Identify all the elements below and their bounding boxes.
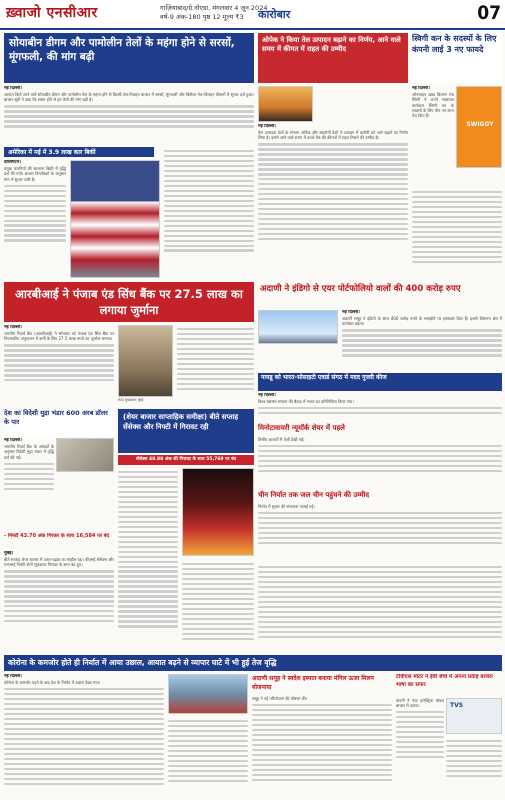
york-headline: मिनोटावायरी न्यूयॉर्क शेयर में पहले — [258, 424, 345, 432]
oil-rig-photo — [258, 86, 313, 122]
section-title: कारोबार — [258, 8, 291, 21]
stock-chart-photo — [182, 468, 254, 556]
china-headline: चीन निर्यात तक जल चीन पहुंचने की उम्मीद — [258, 491, 370, 499]
nifty-side-head: - निफ्टी 43.70 अंक गिरकर के साथ 16,584 पर बंद — [4, 533, 110, 539]
sensex-sub-strip: सेंसेक्स 48.88 अंक की गिरावट के साथ 55,769 पर बंद — [118, 455, 254, 465]
adani2-headline: अदाणी समूह ने स्वदेश इस्पात बनाया मंगिल ऊजा मिलन योजनाया — [252, 675, 374, 691]
newspaper-logo: ख़्वाजो एनसीआर — [6, 5, 98, 21]
tvs-body: कंपनी ने नया इलेक्ट्रिक मॉडल बाजार में उतारा। — [396, 698, 444, 796]
auto-body: वाशिंगटन। प्रमुख कंपनियों की सालाना बिक्री में वृद्धि दर्ज की गयी। बाजार विश्लेषकों के अनुसार मांग में सुधार जारी है। — [4, 160, 66, 278]
corona-body: नई दिल्ली। कोरोना के कमजोर पड़ने के बाद देश के निर्यात में उछाल देखा गया। — [4, 674, 164, 796]
tvs-scooter-photo — [446, 698, 502, 734]
port-photo — [168, 674, 248, 714]
naidu-body: नई दिल्ली। विश्व स्वास्थ्य संगठन की बैठक में भारत का प्रतिनिधित्व किया गया। — [258, 393, 502, 421]
swiggy-body: नई दिल्ली। ऑनलाइन खाद्य वितरण मंच स्विगी ने अपने सदस्यता कार्यक्रम स्विगी वन के सदस्यों के लिए तीन नए लाभ पेश किए हैं। — [412, 86, 454, 119]
forex-headline: देश का विदेशी मुद्रा भंडार 600 अरब डॉलर के पार — [4, 409, 114, 437]
soybean-byline: नई दिल्ली। — [4, 86, 22, 91]
swiggy-headline: स्विगी कन के सदस्यों के लिए कंपनी लाई 3 नए फायदे — [412, 33, 502, 83]
china-body: निर्यात में सुधार की संभावना जताई गई। — [258, 504, 502, 560]
opec-body: नई दिल्ली। तेल उत्पादक देशों के संगठन ओपेक और सहयोगी देशों ने उत्पादन में कटौती को आगे बढ़ाने का निर्णय लिया है। इससे आने वाले समय में कच्चे तेल की कीमतों में राहत मिलने की उम्मीद है। — [258, 124, 408, 278]
soybean-body — [4, 86, 254, 144]
rbi-building-photo — [118, 325, 173, 397]
masthead — [0, 0, 505, 30]
rbi-body: नई दिल्ली। भारतीय रिज़र्व बैंक (आरबीआई) ने सोमवार को पंजाब एंड सिंध बैंक पर नियामकीय अनुपालन में कमी के लिए 27.5 लाख रुपये का जुर्माना लगाया। — [4, 325, 114, 405]
soybean-headline: सोयाबीन डीगम और पामोलीन तेलों के महंगा होने से सरसों, मूंगफली, की मांग बढ़ी — [4, 33, 254, 83]
market-body-col2 — [118, 468, 178, 651]
masthead-date: गाज़ियाबाद/ग्रे.नोएडा, मंगलवार 4 जून 2024 वर्ष-9 अंक-180 पृष्ठ 12 मूल्य ₹3 — [160, 4, 268, 21]
opec-headline: ओपेक ने किया तेल उत्पादन बढ़ाने का निर्णय, आने वाले समय में कीमत में राहत की उम्मीद — [258, 33, 408, 83]
swiggy-photo — [456, 86, 502, 168]
corona-headline: कोरोना के कमजोर होते ही निर्यात में आया उछाल, आयात बढ़ने से व्यापार घाटे में भी हुई तेज वृद्धि — [4, 655, 502, 671]
rbi-photo-caption: RBI मुख्यालय मुंबई — [118, 398, 144, 402]
swiggy-ad-text: SWIGGY — [466, 121, 494, 128]
aircraft-photo — [258, 310, 338, 344]
page-number: 07 — [477, 2, 501, 24]
currency-photo — [56, 438, 114, 472]
right-body-continued — [258, 563, 502, 651]
york-body: वित्तीय बाजारों में तेज़ी देखी गई। — [258, 437, 502, 487]
adani2-body: समूह ने नई परियोजना की घोषणा की। — [252, 696, 392, 796]
us-flag-photo — [70, 160, 160, 278]
rbi-body-col2 — [177, 325, 254, 405]
tvs-body-col2 — [446, 737, 502, 796]
rbi-headline: आरबीआई ने पंजाब एंड सिंध बैंक पर 27.5 लाख का लगाया जुर्माना — [4, 282, 254, 322]
tvs-logo: TVS — [450, 702, 464, 709]
market-headline: (शेयर बाजार साप्ताहिक समीक्षा) बीते सप्ताह सेंसेक्स और निफ्टी में गिरावट रही — [118, 409, 254, 453]
auto-body-col2 — [164, 147, 254, 278]
adani-headline: अदाणी ने इंडिगो से एयर पोर्टफोलियो वालों की 400 करोड़ रुपए — [260, 284, 461, 294]
soybean-text-continued — [4, 105, 254, 127]
forex-body: नई दिल्ली। भारतीय रिज़र्व बैंक के आंकड़ों के अनुसार विदेशी मुद्रा भंडार में वृद्धि दर्ज की गई। — [4, 438, 54, 530]
tvs-headline: टीवीएस मोटर ने ईवी बेंचों में अपना प्रवाह बाजरा भाषा का सफर — [396, 674, 493, 688]
corona-body-col2 — [168, 717, 248, 796]
naidu-headline: नायडू को भारत-सोसाइटी एवार्ड संगठ में मदद गुजरी कीज — [258, 373, 502, 391]
swiggy-body-col2 — [412, 188, 502, 278]
market-body-col3 — [182, 560, 254, 651]
soybean-text: आयात किये जाने वाले सोयाबीन डीगम और पामोलीन तेल के महंगा होने से दिल्ली तेल-तिलहन बाजार में सरसों, मूंगफली और बिनौला तेल-तिलहन कीमतों में सुधार दर्ज हुआ। बाजार सूत्रों ने कहा कि सस्ता होने से इन तेलों की मांग बढ़ी है। — [4, 92, 254, 103]
auto-headline: अमेरिका में मई में 3.9 लाख कार बिकीं — [4, 147, 154, 157]
adani-body: नई दिल्ली। अदाणी समूह ने इंडिगो के साथ 400 करोड़ रुपये के समझौते पर हस्ताक्षर किए हैं। इससे विमानन क्षेत्र में कारोबार बढ़ेगा। — [342, 310, 502, 370]
market-body: मुंबई। बीते सप्ताह शेयर बाजार में उतार-चढ़ाव का माहौल रहा। बीएसई सेंसेक्स और एनएसई निफ्टी दोनों सूचकांक गिरावट के साथ बंद हुए। — [4, 551, 114, 651]
